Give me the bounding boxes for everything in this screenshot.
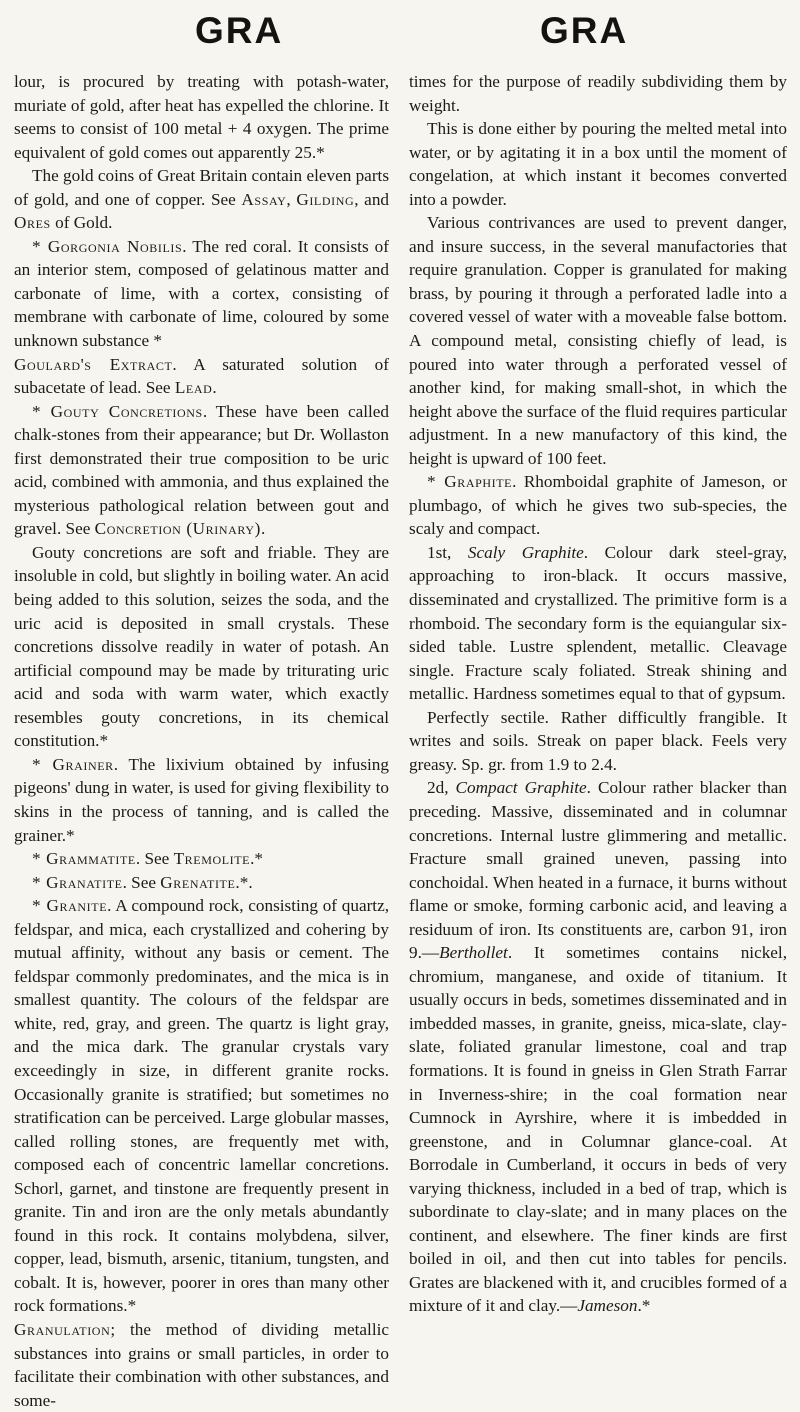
entry-term: Grenatite: [160, 872, 236, 892]
entry-term: * Gorgonia Nobilis: [32, 236, 183, 256]
text-segment: , and: [354, 189, 390, 209]
right-column: [409, 70, 787, 1318]
paragraph: [14, 235, 389, 353]
text-segment: Compact Graphite: [455, 778, 587, 798]
paragraph: [14, 164, 389, 235]
paragraph: [409, 470, 787, 541]
paragraph: [14, 847, 389, 871]
entry-term: * Graphite: [427, 472, 513, 492]
text-segment: Various contrivances are used to prevent danger, and insure success, in the several manufactories that require granulation. Copper is granulated for making brass, by pouring it through a perforated ladle into a covered vessel of water with a moveable false bottom. A compound metal, consisting chiefly of lead, is poured into water through a perforated vessel of another kind, for making small-shot, in which the height above the surface of the fluid requires particular adjustment. In a new manufactory of this kind, the height is upward of 100 feet.: [409, 213, 787, 468]
text-segment: .*: [250, 849, 264, 869]
paragraph: [14, 753, 389, 847]
text-segment: .*.: [235, 872, 253, 892]
text-segment: . A compound rock, consisting of quartz, feldspar, and mica, each crystallized and cohering by mutual affinity, without any basis or cement. The feldspar commonly predominates, and the mica is in smallest quantity. The colours of the feldspar are white, red, gray, and green. The quartz is light gray, and the mica dark. The granular crystals vary exceedingly in size, in different granite rocks. Occasionally granite is stratified; but sometimes no stratification can be perceived. Large globular masses, called rolling stones, are frequently met with, composed each of concentric lamellar concretions. Schorl, garnet, and tinstone are frequently present in granite. Tin and iron are the only metals abundantly found in this rock. It contains molybdena, silver, copper, lead, bismuth, arsenic, titanium, tungsten, and cobalt. It is, however, poorer in ores than many other rock formations.*: [14, 896, 389, 1316]
left-column: [14, 70, 389, 1412]
text-segment: .: [260, 519, 266, 539]
text-segment: Scaly Graphite: [467, 542, 584, 562]
paragraph: [14, 1318, 389, 1412]
text-segment: . These have been called chalk-stones from their appearance; but Dr. Wollaston first demonstrated their true composition to be uric acid, combined with ammonia, and thus explained the mysterious pathological relation between gout and gravel. See: [14, 401, 390, 539]
entry-term: * Gouty Concretions: [32, 401, 203, 421]
entry-term: Granulation: [14, 1319, 111, 1339]
paragraph: [14, 871, 389, 895]
paragraph: [409, 706, 787, 777]
text-segment: 1st,: [427, 542, 468, 562]
paragraph: [409, 117, 787, 211]
text-segment: ,: [286, 189, 297, 209]
entry-term: Tremolite: [173, 849, 251, 869]
paragraph: [14, 894, 389, 1318]
text-segment: 2d,: [427, 778, 456, 798]
text-segment: . A saturated solution of subacetate of lead. See: [14, 354, 389, 398]
paragraph: [409, 776, 787, 1318]
running-header: [0, 10, 800, 60]
text-segment: .: [212, 378, 217, 398]
entry-term: * Granatite: [32, 872, 123, 892]
text-segment: . Rhomboidal graphite of Jameson, or plumbago, of which he gives two sub-species, the scaly and compact.: [409, 472, 787, 539]
text-segment: . The red coral. It consists of an interior stem, composed of gelatinous matter and carbonate of lime, with a cortex, consisting of membrane with carbonate of lime, coloured by some unknown substance *: [14, 236, 389, 351]
text-segment: Perfectly sectile. Rather difficultly frangible. It writes and soils. Streak on paper black. Feels very greasy. Sp. gr. from 1.9 to 2.4.: [409, 707, 787, 774]
text-segment: . See: [135, 849, 174, 869]
text-segment: . Colour dark steel-gray, approaching to iron-black. It occurs massive, disseminated and crystallized. The primitive form is a rhomboid. The secondary form is the equiangular six-sided table. Lustre splendent, metallic. Cleavage single. Fracture scaly foliated. Streak shining and metallic. Hardness sometimes equal to that of gypsum.: [409, 542, 787, 704]
header-right: GRA: [540, 10, 629, 51]
entry-term: * Grainer: [32, 754, 114, 774]
entry-term: Goulard's Extract: [14, 354, 173, 374]
paragraph: [14, 70, 389, 164]
text-segment: This is done either by pouring the melted metal into water, or by agitating it in a box until the moment of congelation, at which instant it becomes converted into a powder.: [409, 119, 787, 209]
text-segment: times for the purpose of readily subdividing them by weight.: [409, 72, 787, 115]
paragraph: [409, 211, 787, 470]
paragraph: [14, 400, 389, 541]
paragraph: [14, 541, 389, 753]
entry-term: Lead: [174, 378, 213, 398]
text-segment: . See: [122, 872, 161, 892]
text-segment: The gold coins of Great Britain contain eleven parts of gold, and one of copper. See: [14, 166, 390, 209]
text-segment: . The lixivium obtained by infusing pigeons' dung in water, is used for giving flexibility to skins in the process of tanning, and is called the grainer.*: [14, 754, 389, 845]
entry-term: Gilding: [296, 189, 355, 209]
text-segment: Gouty concretions are soft and friable. They are insoluble in cold, but slightly in boiling water. An acid being added to this solution, seizes the soda, and the uric acid is deposited in small crystals. These concretions dissolve readily in water of potash. An artificial compound may be made by triturating uric acid and soda with warm water, which exactly resembles gouty concretions, in its chemical constitution.*: [14, 542, 389, 751]
text-segment: Berthollet: [439, 943, 508, 963]
text-segment: .*: [637, 1296, 651, 1316]
text-segment: of Gold.: [50, 213, 113, 233]
entry-term: * Grammatite: [32, 849, 136, 869]
text-segment: ; the method of dividing metallic substances into grains or small particles, in order to facilitate their combination with other substances, and some-: [14, 1319, 389, 1410]
header-left: GRA: [195, 10, 284, 51]
entry-term: Concretion (Urinary): [94, 519, 261, 539]
paragraph: [409, 70, 787, 117]
text-segment: Jameson: [577, 1296, 638, 1316]
paragraph: [14, 353, 389, 400]
entry-term: Ores: [14, 213, 51, 233]
entry-term: * Granite: [32, 896, 108, 916]
paragraph: [409, 541, 787, 706]
text-segment: . Colour rather blacker than preceding. Massive, disseminated and in columnar concretions. Internal lustre glimmering and metallic. Fracture small grained uneven, passing into conchoidal. When heated in a furnace, it burns without flame or smoke, forming carbonic acid, and leaving a residuum of iron. Its constituents are, carbon 91, iron 9.—: [409, 778, 788, 963]
text-segment: . It sometimes contains nickel, chromium, manganese, and oxide of titanium. It usually occurs in beds, sometimes disseminated and in imbedded masses, in granite, gneiss, mica-slate, clay-slate, foliated granular limestone, coal and trap formations. It is found in gneiss in Glen Strath Farrar in Inverness-shire; in the coal formation near Cumnock in Ayrshire, where it is imbedded in greenstone, and in Columnar glance-coal. At Borrodale in Cumberland, it occurs in beds of very varying thickness, included in a bed of trap, which is subordinate to clay-slate; and in many places on the continent, and elsewhere. The finer kinds are first boiled in oil, and then cut into tables for pencils. Grates are blackened with it, and crucibles formed of a mixture of it and clay.—: [409, 943, 787, 1316]
entry-term: Assay: [241, 189, 287, 209]
text-segment: lour, is procured by treating with potash-water, muriate of gold, after heat has expelled the chlorine. It seems to consist of 100 metal + 4 oxygen. The prime equivalent of gold comes out apparently 25.*: [14, 72, 389, 162]
